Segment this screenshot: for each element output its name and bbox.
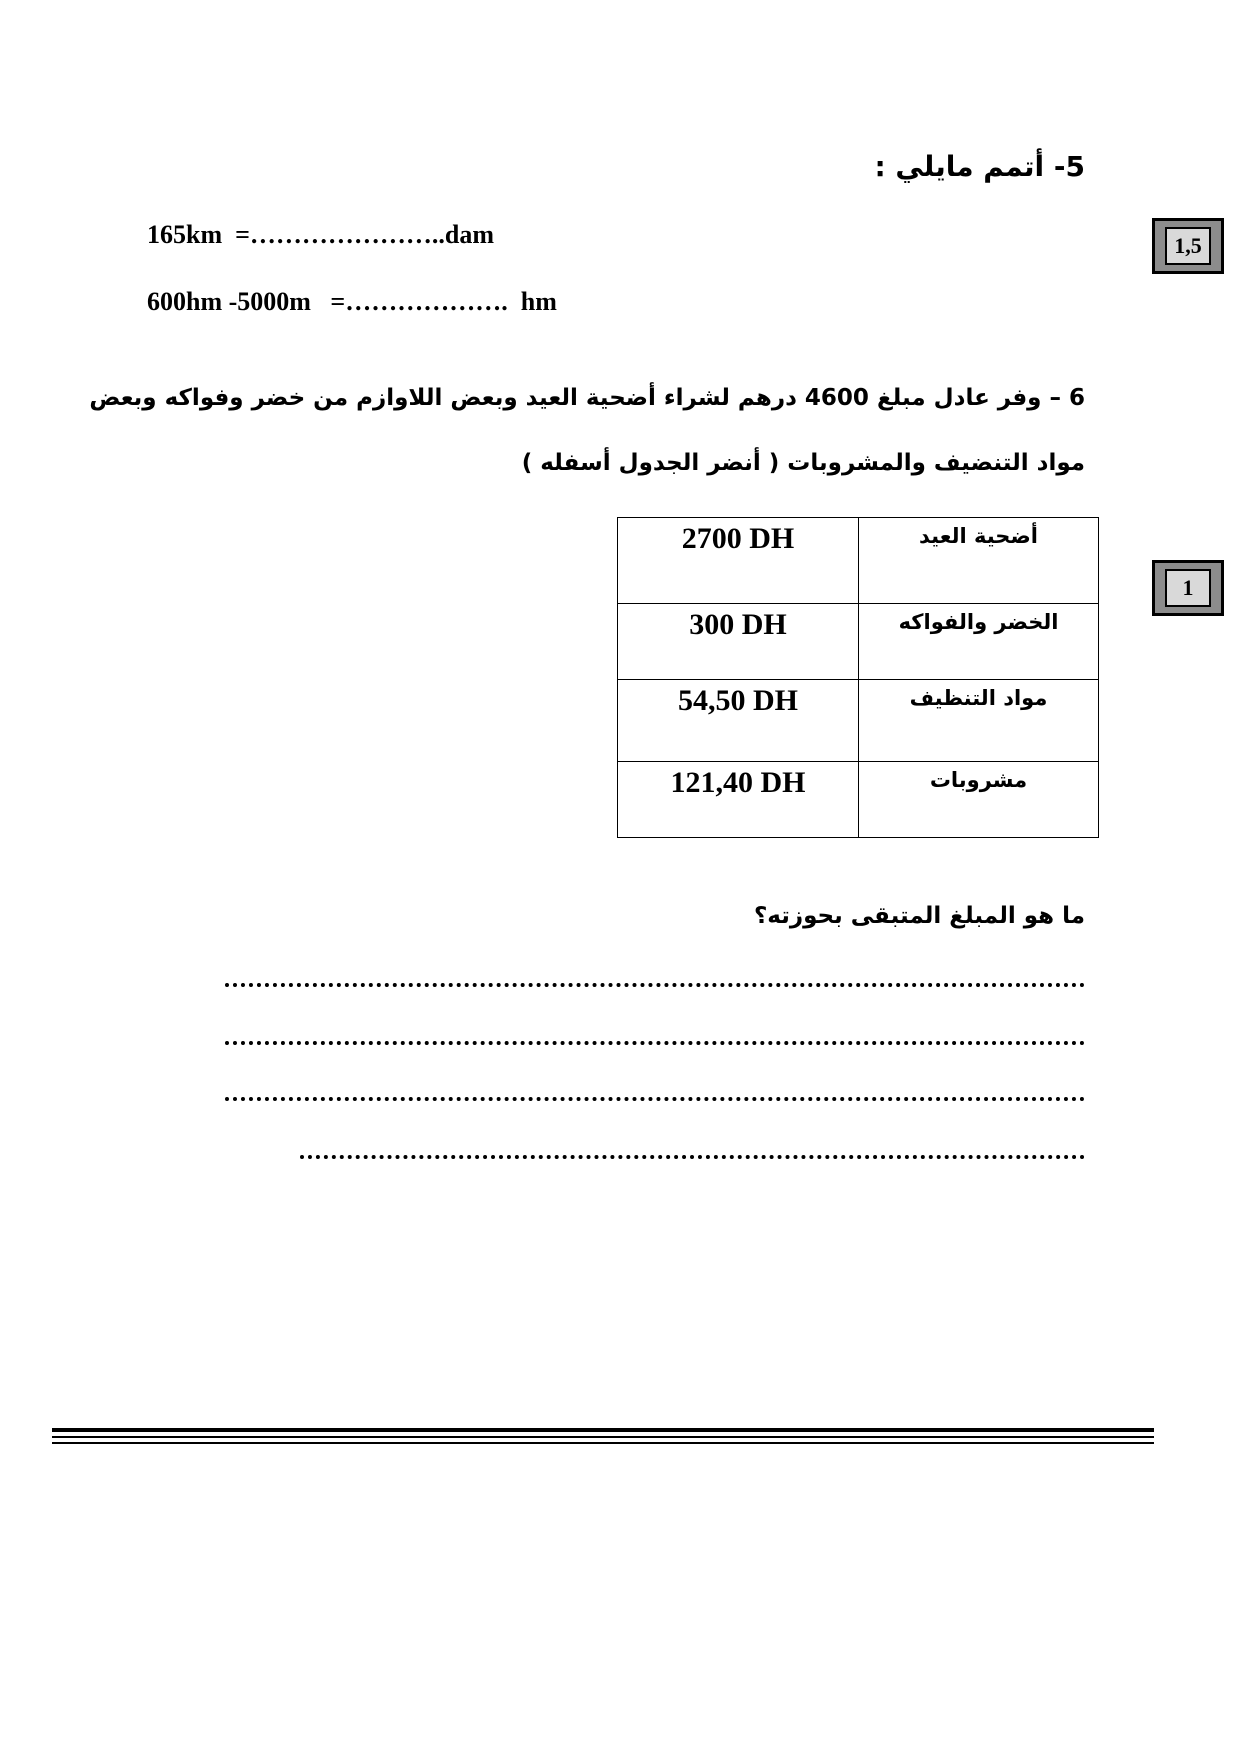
answer-line[interactable]	[225, 1097, 1085, 1101]
exercise-6-statement-line-2: مواد التنضيف والمشروبات ( أنضر الجدول أسفله )	[521, 450, 1085, 476]
exercise-5-title: 5- أتمم مايلي :	[874, 150, 1085, 183]
table-row	[618, 518, 1099, 604]
item-cell: الخضر والفواكه	[859, 604, 1099, 680]
footer-divider	[52, 1428, 1154, 1432]
footer-divider	[52, 1436, 1154, 1438]
answer-line[interactable]	[225, 1041, 1085, 1045]
footer-divider	[52, 1442, 1154, 1444]
table-row	[618, 604, 1099, 680]
score-box-exercise-6	[1152, 560, 1224, 616]
exercise-6-question: ما هو المبلغ المتبقى بحوزته؟	[753, 903, 1085, 929]
item-cell: مشروبات	[859, 762, 1099, 838]
amount-cell: 54,50 DH	[618, 680, 859, 762]
answer-line[interactable]	[225, 983, 1085, 987]
exercise-6-statement-line-1: 6 – وفر عادل مبلغ 4600 درهم لشراء أضحية العيد وبعض اللاوازم من خضر وفواكه وبعض	[89, 385, 1085, 411]
conversion-line-2: 600hm -5000m =………………. hm	[147, 287, 557, 316]
item-cell: مواد التنظيف	[859, 680, 1099, 762]
table-row	[618, 680, 1099, 762]
item-cell: أضحية العيد	[859, 518, 1099, 604]
table-row	[618, 762, 1099, 838]
expenses-table	[617, 517, 1099, 838]
amount-cell: 300 DH	[618, 604, 859, 680]
conversion-line-1: 165km =…………………..dam	[147, 220, 495, 249]
amount-cell: 2700 DH	[618, 518, 859, 604]
amount-cell: 121,40 DH	[618, 762, 859, 838]
score-box-exercise-5	[1152, 218, 1224, 274]
score-value: 1,5	[1165, 227, 1211, 265]
answer-line[interactable]	[300, 1155, 1085, 1159]
score-value: 1	[1165, 569, 1211, 607]
